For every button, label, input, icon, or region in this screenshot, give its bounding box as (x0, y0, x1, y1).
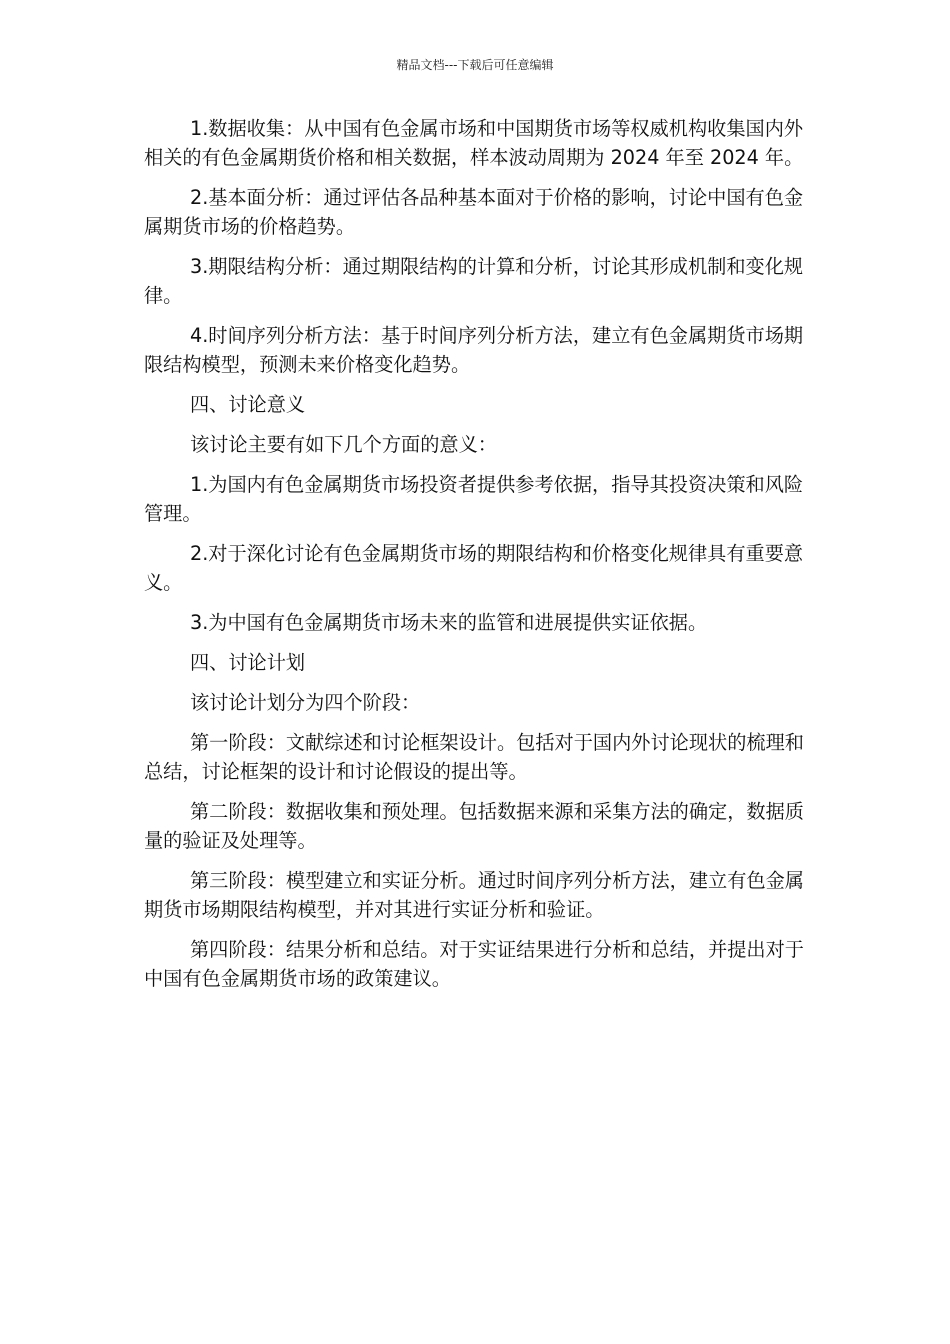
page-header: 精品文档---下载后可任意编辑 (396, 58, 554, 72)
paragraph-stage-2: 第二阶段：数据收集和预处理。包括数据来源和采集方法的确定，数据质量的验证及处理等。 (144, 800, 804, 852)
paragraph-time-series-method: 4.时间序列分析方法：基于时间序列分析方法，建立有色金属期货市场期限结构模型，预测未来价格变化趋势。 (144, 324, 804, 376)
paragraph-stage-3: 第三阶段：模型建立和实证分析。通过时间序列分析方法，建立有色金属期货市场期限结构模型，并对其进行实证分析和验证。 (144, 869, 804, 921)
paragraph-data-collection: 1.数据收集：从中国有色金属市场和中国期货市场等权威机构收集国内外相关的有色金属期货价格和相关数据，样本波动周期为 2024 年至 2024 年。 (144, 117, 804, 169)
paragraph-significance-2: 2.对于深化讨论有色金属期货市场的期限结构和价格变化规律具有重要意义。 (144, 542, 804, 594)
section-heading-significance: 四、讨论意义 (190, 393, 306, 416)
paragraph-stage-1: 第一阶段：文献综述和讨论框架设计。包括对于国内外讨论现状的梳理和总结，讨论框架的设计和讨论假设的提出等。 (144, 731, 804, 783)
paragraph-significance-3: 3.为中国有色金属期货市场未来的监管和进展提供实证依据。 (190, 611, 708, 634)
paragraph-fundamental-analysis: 2.基本面分析：通过评估各品种基本面对于价格的影响，讨论中国有色金属期货市场的价格趋势。 (144, 186, 804, 238)
paragraph-significance-1: 1.为国内有色金属期货市场投资者提供参考依据，指导其投资决策和风险管理。 (144, 473, 804, 525)
paragraph-plan-intro: 该讨论计划分为四个阶段： (190, 691, 421, 714)
paragraph-significance-intro: 该讨论主要有如下几个方面的意义： (190, 433, 497, 456)
document-body (144, 114, 808, 1004)
paragraph-stage-4: 第四阶段：结果分析和总结。对于实证结果进行分析和总结，并提出对于中国有色金属期货市场的政策建议。 (144, 938, 804, 990)
section-heading-plan: 四、讨论计划 (190, 651, 306, 674)
paragraph-term-structure-analysis: 3.期限结构分析：通过期限结构的计算和分析，讨论其形成机制和变化规律。 (144, 255, 804, 307)
